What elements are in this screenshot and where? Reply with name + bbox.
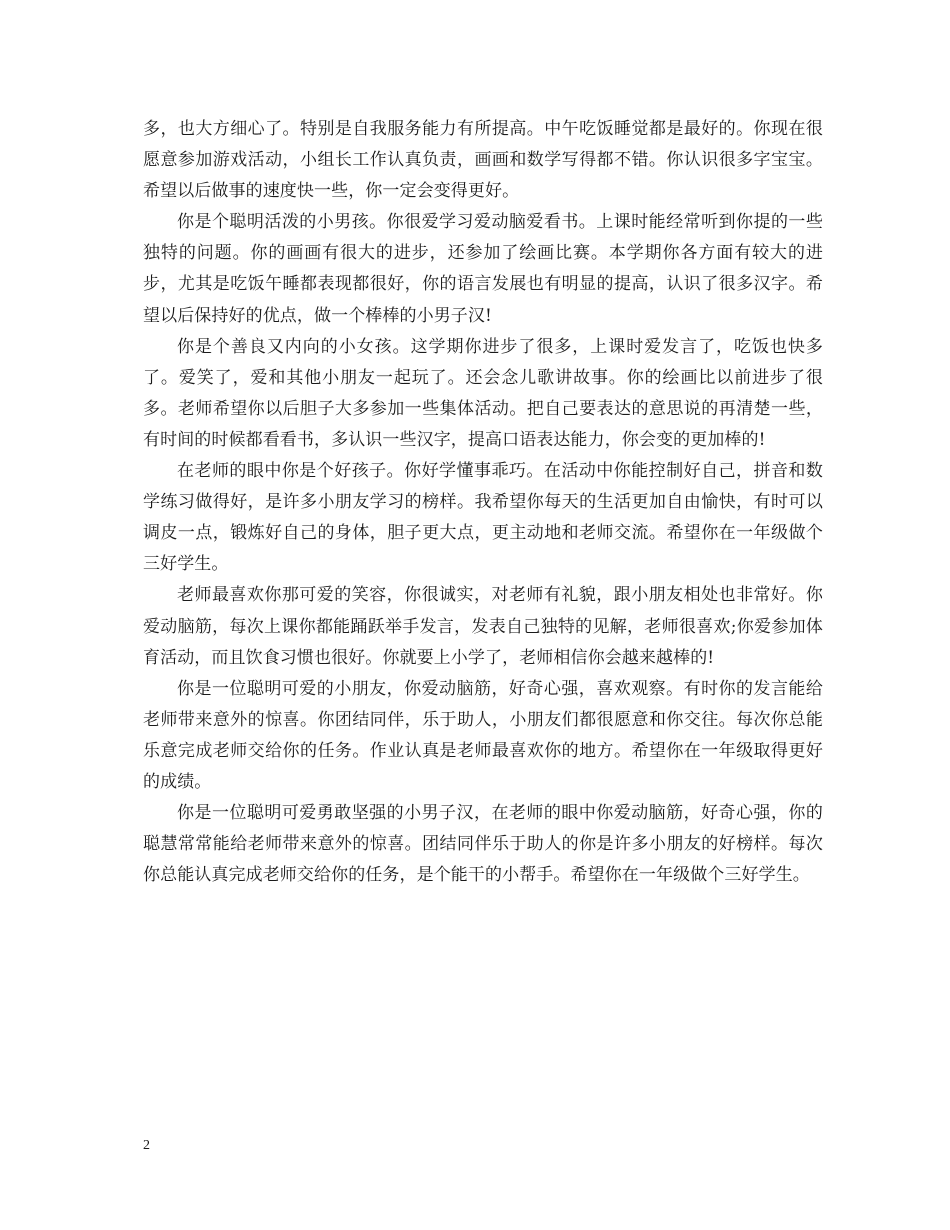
paragraph-2: 你是个聪明活泼的小男孩。你很爱学习爱动脑爱看书。上课时能经常听到你提的一些独特的问题。你的画画有很大的进步，还参加了绘画比赛。本学期你各方面有较大的进步，尤其是吃饭午睡都表现都很好，你的语言发展也有明显的提高，认识了很多汉字。希望以后保持好的优点，做一个棒棒的小男子汉! <box>143 212 823 326</box>
paragraph-4: 在老师的眼中你是个好孩子。你好学懂事乖巧。在活动中你能控制好自己，拼音和数学练习做得好，是许多小朋友学习的榜样。我希望你每天的生活更加自由愉快，有时可以调皮一点，锻炼好自己的身体，胆子更大点，更主动地和老师交流。希望你在一年级做个三好学生。 <box>143 461 823 575</box>
page-number: 2 <box>143 1138 150 1153</box>
page-content <box>143 114 823 891</box>
paragraph-7: 你是一位聪明可爱勇敢坚强的小男子汉，在老师的眼中你爱动脑筋，好奇心强，你的聪慧常常能给老师带来意外的惊喜。团结同伴乐于助人的你是许多小朋友的好榜样。每次你总能认真完成老师交给你的任务，是个能干的小帮手。希望你在一年级做个三好学生。 <box>143 803 823 886</box>
paragraph-3: 你是个善良又内向的小女孩。这学期你进步了很多，上课时爱发言了，吃饭也快多了。爱笑了，爱和其他小朋友一起玩了。还会念儿歌讲故事。你的绘画比以前进步了很多。老师希望你以后胆子大多参加一些集体活动。把自己要表达的意思说的再清楚一些，有时间的时候都看看书，多认识一些汉字，提高口语表达能力，你会变的更加棒的! <box>143 336 823 450</box>
paragraph-6: 你是一位聪明可爱的小朋友，你爱动脑筋，好奇心强，喜欢观察。有时你的发言能给老师带来意外的惊喜。你团结同伴，乐于助人，小朋友们都很愿意和你交往。每次你总能乐意完成老师交给你的任务。作业认真是老师最喜欢你的地方。希望你在一年级取得更好的成绩。 <box>143 678 823 792</box>
paragraph-5: 老师最喜欢你那可爱的笑容，你很诚实，对老师有礼貌，跟小朋友相处也非常好。你爱动脑筋，每次上课你都能踊跃举手发言，发表自己独特的见解，老师很喜欢;你爱参加体育活动，而且饮食习惯也很好。你就要上小学了，老师相信你会越来越棒的! <box>143 585 823 668</box>
paragraph-1: 多，也大方细心了。特别是自我服务能力有所提高。中午吃饭睡觉都是最好的。你现在很愿意参加游戏活动，小组长工作认真负责，画画和数学写得都不错。你认识很多字宝宝。希望以后做事的速度快一些，你一定会变得更好。 <box>143 119 823 202</box>
